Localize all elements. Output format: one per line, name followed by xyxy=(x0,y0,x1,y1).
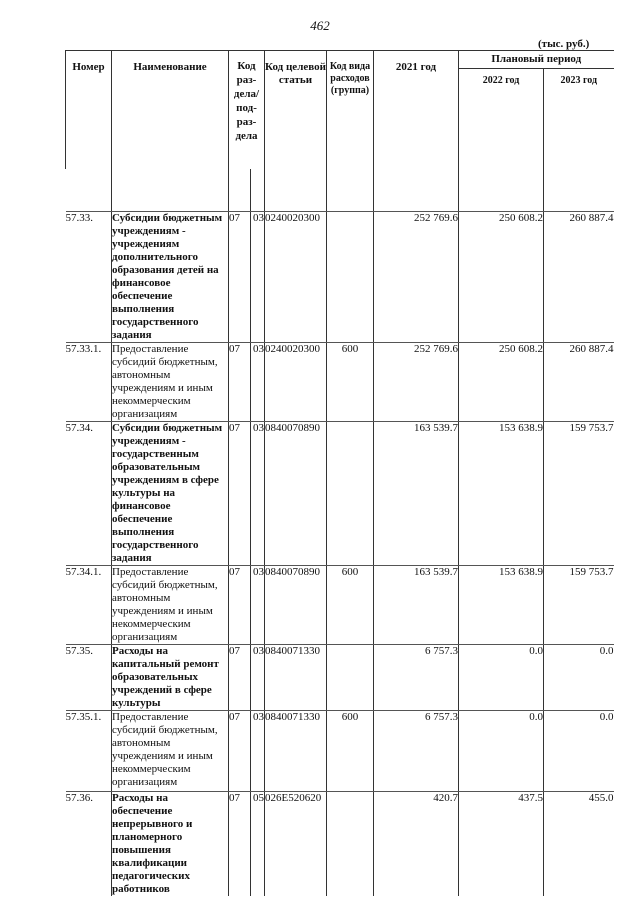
row-section: 07 xyxy=(229,342,251,421)
row-subsection: 05 xyxy=(251,791,265,896)
row-section: 07 xyxy=(229,644,251,710)
row-name: Расходы на капитальный ремонт образовательных учреждений в сфере культуры xyxy=(112,644,229,710)
header-name: Наименование xyxy=(112,51,229,169)
row-amount-2023: 260 887.4 xyxy=(544,211,614,342)
row-subsection: 03 xyxy=(251,421,265,565)
row-number: 57.33.1. xyxy=(66,342,112,421)
row-name: Предоставление субсидий бюджетным, автономным учреждениям и иным некоммерческим организациям xyxy=(112,565,229,644)
row-section: 07 xyxy=(229,211,251,342)
row-name: Расходы на обеспечение непрерывного и планомерного повышения квалификации педагогических работников xyxy=(112,791,229,896)
row-subsection: 03 xyxy=(251,211,265,342)
row-number: 57.35. xyxy=(66,644,112,710)
row-amount-2023: 0.0 xyxy=(544,710,614,791)
row-expense-code: 600 xyxy=(327,710,374,791)
row-amount-2023: 0.0 xyxy=(544,644,614,710)
row-subsection: 03 xyxy=(251,710,265,791)
header-section-code: Код раз-дела/ под-раз-дела xyxy=(229,51,265,169)
row-amount-2021: 163 539.7 xyxy=(374,565,459,644)
row-amount-2023: 159 753.7 xyxy=(544,421,614,565)
header-year-2022: 2022 год xyxy=(459,69,544,169)
row-amount-2022: 153 638.9 xyxy=(459,565,544,644)
unit-label: (тыс. руб.) xyxy=(538,38,590,50)
row-amount-2022: 250 608.2 xyxy=(459,211,544,342)
row-number: 57.33. xyxy=(66,211,112,342)
row-amount-2022: 153 638.9 xyxy=(459,421,544,565)
page-number: 462 xyxy=(310,18,330,33)
row-number: 57.36. xyxy=(65,791,93,804)
row-number: 57.35.1. xyxy=(66,710,112,791)
table-header-row xyxy=(66,51,614,69)
header-target-code: Код целевой статьи xyxy=(265,51,327,169)
table-row xyxy=(66,644,614,710)
table-row xyxy=(66,710,614,791)
row-name: Субсидии бюджетным учреждениям - учреждениям дополнительного образования детей на финансовое обеспечение выполнения государственного задания xyxy=(112,211,229,342)
row-target-code: 0840070890 xyxy=(265,565,327,644)
row-expense-code xyxy=(327,644,374,710)
row-amount-2023: 159 753.7 xyxy=(544,565,614,644)
header-year-2021: 2021 год xyxy=(374,51,459,169)
row-number: 57.34. xyxy=(66,421,112,565)
table-row xyxy=(66,565,614,644)
table-row xyxy=(66,791,614,896)
header-year-2023: 2023 год xyxy=(544,69,614,169)
row-section: 07 xyxy=(229,565,251,644)
row-expense-code xyxy=(327,791,374,896)
row-amount-2022: 0.0 xyxy=(459,644,544,710)
row-amount-2021: 6 757.3 xyxy=(374,644,459,710)
row-amount-2021: 6 757.3 xyxy=(374,710,459,791)
row-amount-2021: 252 769.6 xyxy=(374,211,459,342)
row-name: Субсидии бюджетным учреждениям - государственным образовательным учреждениям в сфере культуры на финансовое обеспечение выполнения государственного задания xyxy=(112,421,229,565)
row-name: Предоставление субсидий бюджетным, автономным учреждениям и иным некоммерческим организациям xyxy=(112,710,229,791)
row-amount-2021: 163 539.7 xyxy=(374,421,459,565)
header-planned-period: Плановый период xyxy=(459,51,614,69)
row-name: Предоставление субсидий бюджетным, автономным учреждениям и иным некоммерческим организациям xyxy=(112,342,229,421)
header-number: Номер xyxy=(66,51,112,169)
table-row xyxy=(66,211,614,342)
row-amount-2023: 455.0 xyxy=(544,791,614,896)
row-amount-2022: 250 608.2 xyxy=(459,342,544,421)
row-target-code: 0840070890 xyxy=(265,421,327,565)
row-subsection: 03 xyxy=(251,644,265,710)
row-amount-2021: 420.7 xyxy=(374,791,459,896)
row-target-code: 0240020300 xyxy=(265,211,327,342)
row-section: 07 xyxy=(229,791,251,896)
header-expense-code: Код вида расходов (группа) xyxy=(327,51,374,169)
row-section: 07 xyxy=(229,710,251,791)
budget-table xyxy=(65,50,614,896)
row-expense-code: 600 xyxy=(327,565,374,644)
table-row xyxy=(66,342,614,421)
row-expense-code: 600 xyxy=(327,342,374,421)
row-amount-2022: 437.5 xyxy=(459,791,544,896)
row-expense-code xyxy=(327,421,374,565)
row-amount-2021: 252 769.6 xyxy=(374,342,459,421)
row-target-code: 0840071330 xyxy=(265,644,327,710)
row-target-code: 0240020300 xyxy=(265,342,327,421)
row-number: 57.34.1. xyxy=(66,565,112,644)
row-subsection: 03 xyxy=(251,342,265,421)
row-section: 07 xyxy=(229,421,251,565)
spacer-row xyxy=(66,169,614,212)
row-amount-2023: 260 887.4 xyxy=(544,342,614,421)
row-expense-code xyxy=(327,211,374,342)
row-target-code: 0840071330 xyxy=(265,710,327,791)
table-row xyxy=(66,421,614,565)
row-target-code: 026E520620 xyxy=(265,791,327,896)
row-amount-2022: 0.0 xyxy=(459,710,544,791)
row-subsection: 03 xyxy=(251,565,265,644)
